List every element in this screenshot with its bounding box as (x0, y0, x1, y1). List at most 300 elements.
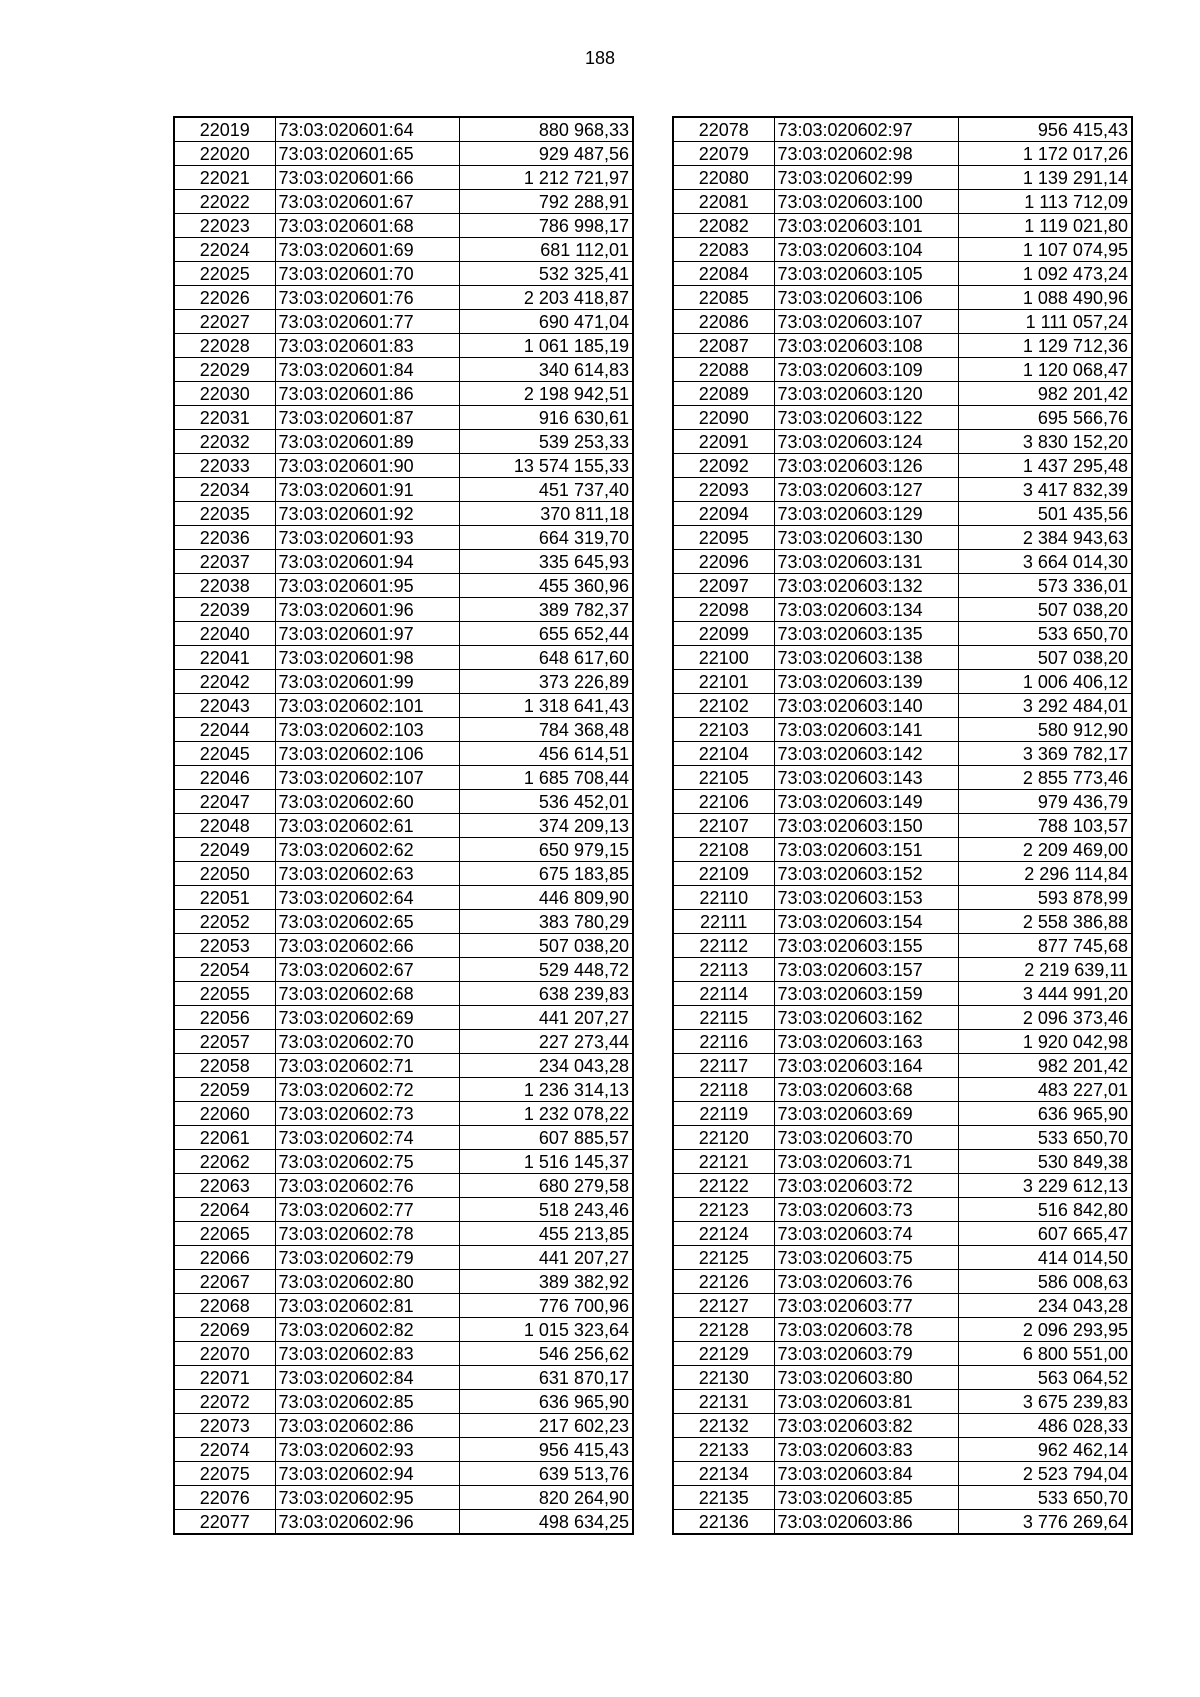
table-row (673, 310, 1132, 334)
cadastral-number-cell: 73:03:020603:124 (774, 430, 958, 454)
cadastral-number-cell: 73:03:020603:74 (774, 1222, 958, 1246)
row-number-cell: 22132 (673, 1414, 774, 1438)
cadastral-number-cell: 73:03:020602:73 (275, 1102, 459, 1126)
table-row (174, 1006, 633, 1030)
table-row (174, 190, 633, 214)
table-row (174, 1150, 633, 1174)
cadastral-number-cell: 73:03:020602:96 (275, 1510, 459, 1535)
cadastral-number-cell: 73:03:020602:60 (275, 790, 459, 814)
cadastral-value-cell: 982 201,42 (958, 382, 1132, 406)
cadastral-number-cell: 73:03:020601:77 (275, 310, 459, 334)
cadastral-value-cell: 389 782,37 (459, 598, 633, 622)
row-number-cell: 22096 (673, 550, 774, 574)
cadastral-value-cell: 680 279,58 (459, 1174, 633, 1198)
cadastral-number-cell: 73:03:020603:154 (774, 910, 958, 934)
cadastral-number-cell: 73:03:020601:94 (275, 550, 459, 574)
row-number-cell: 22025 (174, 262, 275, 286)
cadastral-value-cell: 1 437 295,48 (958, 454, 1132, 478)
cadastral-number-cell: 73:03:020602:80 (275, 1270, 459, 1294)
cadastral-value-cell: 3 776 269,64 (958, 1510, 1132, 1535)
cadastral-number-cell: 73:03:020601:83 (275, 334, 459, 358)
row-number-cell: 22056 (174, 1006, 275, 1030)
cadastral-value-cell: 533 650,70 (958, 1486, 1132, 1510)
row-number-cell: 22081 (673, 190, 774, 214)
cadastral-value-cell: 533 650,70 (958, 622, 1132, 646)
cadastral-number-cell: 73:03:020602:81 (275, 1294, 459, 1318)
cadastral-value-cell: 820 264,90 (459, 1486, 633, 1510)
table-row (174, 718, 633, 742)
cadastral-value-cell: 533 650,70 (958, 1126, 1132, 1150)
cadastral-value-cell: 486 028,33 (958, 1414, 1132, 1438)
row-number-cell: 22074 (174, 1438, 275, 1462)
cadastral-value-cell: 3 369 782,17 (958, 742, 1132, 766)
row-number-cell: 22035 (174, 502, 275, 526)
table-row (673, 1054, 1132, 1078)
cadastral-value-cell: 979 436,79 (958, 790, 1132, 814)
row-number-cell: 22129 (673, 1342, 774, 1366)
cadastral-value-cell: 563 064,52 (958, 1366, 1132, 1390)
row-number-cell: 22090 (673, 406, 774, 430)
cadastral-value-cell: 586 008,63 (958, 1270, 1132, 1294)
row-number-cell: 22131 (673, 1390, 774, 1414)
cadastral-number-cell: 73:03:020603:141 (774, 718, 958, 742)
cadastral-number-cell: 73:03:020602:98 (774, 142, 958, 166)
table-row (673, 117, 1132, 142)
left-table-body (174, 117, 633, 1534)
table-row (673, 1414, 1132, 1438)
cadastral-number-cell: 73:03:020602:79 (275, 1246, 459, 1270)
cadastral-number-cell: 73:03:020602:99 (774, 166, 958, 190)
table-row (174, 1486, 633, 1510)
table-row (174, 1438, 633, 1462)
cadastral-number-cell: 73:03:020601:99 (275, 670, 459, 694)
cadastral-value-cell: 516 842,80 (958, 1198, 1132, 1222)
row-number-cell: 22047 (174, 790, 275, 814)
cadastral-value-cell: 498 634,25 (459, 1510, 633, 1535)
cadastral-number-cell: 73:03:020602:62 (275, 838, 459, 862)
cadastral-number-cell: 73:03:020603:73 (774, 1198, 958, 1222)
table-row (174, 1054, 633, 1078)
cadastral-value-cell: 956 415,43 (958, 117, 1132, 142)
row-number-cell: 22136 (673, 1510, 774, 1535)
cadastral-value-cell: 507 038,20 (459, 934, 633, 958)
cadastral-value-cell: 1 232 078,22 (459, 1102, 633, 1126)
cadastral-number-cell: 73:03:020603:78 (774, 1318, 958, 1342)
table-row (673, 694, 1132, 718)
row-number-cell: 22055 (174, 982, 275, 1006)
row-number-cell: 22104 (673, 742, 774, 766)
table-row (174, 934, 633, 958)
cadastral-number-cell: 73:03:020603:130 (774, 526, 958, 550)
table-row (673, 886, 1132, 910)
cadastral-number-cell: 73:03:020603:72 (774, 1174, 958, 1198)
table-row (174, 1342, 633, 1366)
table-row (174, 406, 633, 430)
cadastral-number-cell: 73:03:020603:71 (774, 1150, 958, 1174)
cadastral-value-cell: 784 368,48 (459, 718, 633, 742)
row-number-cell: 22117 (673, 1054, 774, 1078)
cadastral-number-cell: 73:03:020601:91 (275, 478, 459, 502)
table-row (673, 478, 1132, 502)
cadastral-number-cell: 73:03:020603:159 (774, 982, 958, 1006)
cadastral-number-cell: 73:03:020603:139 (774, 670, 958, 694)
cadastral-value-cell: 1 212 721,97 (459, 166, 633, 190)
cadastral-value-cell: 456 614,51 (459, 742, 633, 766)
row-number-cell: 22107 (673, 814, 774, 838)
row-number-cell: 22094 (673, 502, 774, 526)
cadastral-value-cell: 1 120 068,47 (958, 358, 1132, 382)
row-number-cell: 22133 (673, 1438, 774, 1462)
table-row (673, 1006, 1132, 1030)
table-row (174, 886, 633, 910)
row-number-cell: 22067 (174, 1270, 275, 1294)
cadastral-value-cell: 1 172 017,26 (958, 142, 1132, 166)
row-number-cell: 22134 (673, 1462, 774, 1486)
table-row (673, 1390, 1132, 1414)
cadastral-value-cell: 13 574 155,33 (459, 454, 633, 478)
row-number-cell: 22069 (174, 1318, 275, 1342)
row-number-cell: 22095 (673, 526, 774, 550)
cadastral-number-cell: 73:03:020602:75 (275, 1150, 459, 1174)
row-number-cell: 22109 (673, 862, 774, 886)
cadastral-value-cell: 1 139 291,14 (958, 166, 1132, 190)
table-row (673, 1318, 1132, 1342)
table-row (673, 1102, 1132, 1126)
cadastral-value-cell: 1 107 074,95 (958, 238, 1132, 262)
cadastral-number-cell: 73:03:020603:75 (774, 1246, 958, 1270)
row-number-cell: 22046 (174, 766, 275, 790)
cadastral-value-cell: 2 296 114,84 (958, 862, 1132, 886)
table-row (174, 670, 633, 694)
table-row (174, 310, 633, 334)
row-number-cell: 22066 (174, 1246, 275, 1270)
cadastral-value-cell: 631 870,17 (459, 1366, 633, 1390)
cadastral-number-cell: 73:03:020603:82 (774, 1414, 958, 1438)
row-number-cell: 22118 (673, 1078, 774, 1102)
cadastral-value-cell: 1 685 708,44 (459, 766, 633, 790)
cadastral-value-cell: 1 236 314,13 (459, 1078, 633, 1102)
row-number-cell: 22060 (174, 1102, 275, 1126)
cadastral-value-cell: 1 129 712,36 (958, 334, 1132, 358)
cadastral-value-cell: 573 336,01 (958, 574, 1132, 598)
table-row (673, 910, 1132, 934)
table-row (174, 1078, 633, 1102)
table-row (174, 117, 633, 142)
cadastral-number-cell: 73:03:020603:153 (774, 886, 958, 910)
cadastral-number-cell: 73:03:020602:86 (275, 1414, 459, 1438)
cadastral-number-cell: 73:03:020601:66 (275, 166, 459, 190)
table-row (174, 334, 633, 358)
row-number-cell: 22135 (673, 1486, 774, 1510)
cadastral-value-cell: 507 038,20 (958, 598, 1132, 622)
row-number-cell: 22083 (673, 238, 774, 262)
cadastral-number-cell: 73:03:020601:64 (275, 117, 459, 142)
row-number-cell: 22033 (174, 454, 275, 478)
cadastral-number-cell: 73:03:020603:108 (774, 334, 958, 358)
row-number-cell: 22050 (174, 862, 275, 886)
cadastral-value-cell: 962 462,14 (958, 1438, 1132, 1462)
cadastral-number-cell: 73:03:020603:85 (774, 1486, 958, 1510)
row-number-cell: 22108 (673, 838, 774, 862)
table-row (174, 1246, 633, 1270)
cadastral-number-cell: 73:03:020602:97 (774, 117, 958, 142)
row-number-cell: 22054 (174, 958, 275, 982)
table-row (673, 814, 1132, 838)
cadastral-number-cell: 73:03:020602:101 (275, 694, 459, 718)
cadastral-value-cell: 446 809,90 (459, 886, 633, 910)
row-number-cell: 22079 (673, 142, 774, 166)
table-row (673, 286, 1132, 310)
cadastral-value-cell: 788 103,57 (958, 814, 1132, 838)
cadastral-number-cell: 73:03:020602:83 (275, 1342, 459, 1366)
cadastral-value-cell: 1 113 712,09 (958, 190, 1132, 214)
cadastral-value-cell: 530 849,38 (958, 1150, 1132, 1174)
row-number-cell: 22075 (174, 1462, 275, 1486)
cadastral-number-cell: 73:03:020601:96 (275, 598, 459, 622)
table-row (673, 550, 1132, 574)
row-number-cell: 22101 (673, 670, 774, 694)
row-number-cell: 22087 (673, 334, 774, 358)
cadastral-value-cell: 607 665,47 (958, 1222, 1132, 1246)
table-row (673, 1222, 1132, 1246)
cadastral-number-cell: 73:03:020603:79 (774, 1342, 958, 1366)
table-row (174, 574, 633, 598)
cadastral-number-cell: 73:03:020602:78 (275, 1222, 459, 1246)
right-table-body (673, 117, 1132, 1534)
table-row (174, 1126, 633, 1150)
cadastral-value-cell: 1 088 490,96 (958, 286, 1132, 310)
row-number-cell: 22070 (174, 1342, 275, 1366)
table-row (673, 622, 1132, 646)
table-row (174, 1366, 633, 1390)
row-number-cell: 22093 (673, 478, 774, 502)
cadastral-number-cell: 73:03:020602:71 (275, 1054, 459, 1078)
row-number-cell: 22127 (673, 1294, 774, 1318)
cadastral-value-cell: 2 198 942,51 (459, 382, 633, 406)
row-number-cell: 22088 (673, 358, 774, 382)
row-number-cell: 22114 (673, 982, 774, 1006)
cadastral-value-cell: 929 487,56 (459, 142, 633, 166)
row-number-cell: 22126 (673, 1270, 774, 1294)
cadastral-value-cell: 532 325,41 (459, 262, 633, 286)
table-row (174, 1102, 633, 1126)
cadastral-value-cell: 483 227,01 (958, 1078, 1132, 1102)
cadastral-number-cell: 73:03:020601:87 (275, 406, 459, 430)
cadastral-number-cell: 73:03:020602:67 (275, 958, 459, 982)
cadastral-number-cell: 73:03:020603:106 (774, 286, 958, 310)
table-row (673, 1246, 1132, 1270)
cadastral-number-cell: 73:03:020603:163 (774, 1030, 958, 1054)
table-row (174, 598, 633, 622)
table-row (673, 1126, 1132, 1150)
cadastral-value-cell: 536 452,01 (459, 790, 633, 814)
cadastral-value-cell: 3 292 484,01 (958, 694, 1132, 718)
table-row (174, 982, 633, 1006)
cadastral-value-cell: 2 855 773,46 (958, 766, 1132, 790)
cadastral-value-cell: 3 675 239,83 (958, 1390, 1132, 1414)
cadastral-number-cell: 73:03:020603:162 (774, 1006, 958, 1030)
row-number-cell: 22049 (174, 838, 275, 862)
cadastral-value-cell: 1 006 406,12 (958, 670, 1132, 694)
cadastral-value-cell: 546 256,62 (459, 1342, 633, 1366)
cadastral-number-cell: 73:03:020603:150 (774, 814, 958, 838)
row-number-cell: 22065 (174, 1222, 275, 1246)
cadastral-value-cell: 636 965,90 (958, 1102, 1132, 1126)
row-number-cell: 22076 (174, 1486, 275, 1510)
cadastral-value-cell: 664 319,70 (459, 526, 633, 550)
table-row (673, 1510, 1132, 1535)
cadastral-value-cell: 786 998,17 (459, 214, 633, 238)
row-number-cell: 22106 (673, 790, 774, 814)
cadastral-number-cell: 73:03:020601:95 (275, 574, 459, 598)
cadastral-number-cell: 73:03:020603:157 (774, 958, 958, 982)
cadastral-number-cell: 73:03:020601:90 (275, 454, 459, 478)
row-number-cell: 22086 (673, 310, 774, 334)
cadastral-number-cell: 73:03:020603:104 (774, 238, 958, 262)
cadastral-number-cell: 73:03:020603:135 (774, 622, 958, 646)
row-number-cell: 22072 (174, 1390, 275, 1414)
table-row (673, 262, 1132, 286)
row-number-cell: 22121 (673, 1150, 774, 1174)
cadastral-number-cell: 73:03:020603:151 (774, 838, 958, 862)
cadastral-value-cell: 455 213,85 (459, 1222, 633, 1246)
row-number-cell: 22112 (673, 934, 774, 958)
table-row (673, 934, 1132, 958)
table-row (174, 814, 633, 838)
row-number-cell: 22092 (673, 454, 774, 478)
table-row (174, 382, 633, 406)
table-row (174, 1510, 633, 1535)
cadastral-value-cell: 1 516 145,37 (459, 1150, 633, 1174)
cadastral-value-cell: 3 664 014,30 (958, 550, 1132, 574)
row-number-cell: 22128 (673, 1318, 774, 1342)
cadastral-value-cell: 518 243,46 (459, 1198, 633, 1222)
cadastral-number-cell: 73:03:020603:81 (774, 1390, 958, 1414)
table-row (673, 670, 1132, 694)
cadastral-number-cell: 73:03:020603:80 (774, 1366, 958, 1390)
cadastral-value-cell: 675 183,85 (459, 862, 633, 886)
row-number-cell: 22021 (174, 166, 275, 190)
table-row (673, 190, 1132, 214)
row-number-cell: 22119 (673, 1102, 774, 1126)
cadastral-value-cell: 916 630,61 (459, 406, 633, 430)
row-number-cell: 22051 (174, 886, 275, 910)
cadastral-number-cell: 73:03:020602:95 (275, 1486, 459, 1510)
row-number-cell: 22042 (174, 670, 275, 694)
table-row (673, 1270, 1132, 1294)
row-number-cell: 22084 (673, 262, 774, 286)
table-row (174, 142, 633, 166)
table-row (174, 694, 633, 718)
cadastral-number-cell: 73:03:020601:86 (275, 382, 459, 406)
cadastral-number-cell: 73:03:020602:68 (275, 982, 459, 1006)
row-number-cell: 22030 (174, 382, 275, 406)
table-row (174, 526, 633, 550)
row-number-cell: 22122 (673, 1174, 774, 1198)
cadastral-value-cell: 1 061 185,19 (459, 334, 633, 358)
cadastral-number-cell: 73:03:020603:77 (774, 1294, 958, 1318)
cadastral-value-cell: 593 878,99 (958, 886, 1132, 910)
row-number-cell: 22058 (174, 1054, 275, 1078)
row-number-cell: 22130 (673, 1366, 774, 1390)
cadastral-number-cell: 73:03:020601:98 (275, 646, 459, 670)
cadastral-number-cell: 73:03:020602:65 (275, 910, 459, 934)
row-number-cell: 22052 (174, 910, 275, 934)
cadastral-number-cell: 73:03:020601:76 (275, 286, 459, 310)
table-row (673, 862, 1132, 886)
table-row (673, 382, 1132, 406)
cadastral-value-cell: 650 979,15 (459, 838, 633, 862)
table-row (673, 1438, 1132, 1462)
table-row (673, 238, 1132, 262)
cadastral-value-cell: 501 435,56 (958, 502, 1132, 526)
row-number-cell: 22111 (673, 910, 774, 934)
table-row (673, 1462, 1132, 1486)
table-row (174, 910, 633, 934)
table-row (174, 238, 633, 262)
row-number-cell: 22125 (673, 1246, 774, 1270)
row-number-cell: 22041 (174, 646, 275, 670)
row-number-cell: 22123 (673, 1198, 774, 1222)
cadastral-value-cell: 636 965,90 (459, 1390, 633, 1414)
table-row (673, 1366, 1132, 1390)
cadastral-number-cell: 73:03:020603:138 (774, 646, 958, 670)
cadastral-value-cell: 2 096 293,95 (958, 1318, 1132, 1342)
row-number-cell: 22032 (174, 430, 275, 454)
cadastral-value-cell: 2 219 639,11 (958, 958, 1132, 982)
row-number-cell: 22020 (174, 142, 275, 166)
table-row (174, 958, 633, 982)
cadastral-number-cell: 73:03:020602:82 (275, 1318, 459, 1342)
cadastral-number-cell: 73:03:020603:122 (774, 406, 958, 430)
cadastral-number-cell: 73:03:020603:84 (774, 1462, 958, 1486)
cadastral-value-cell: 3 830 152,20 (958, 430, 1132, 454)
table-row (673, 646, 1132, 670)
table-row (673, 166, 1132, 190)
table-row (174, 1390, 633, 1414)
cadastral-value-cell: 2 384 943,63 (958, 526, 1132, 550)
table-row (174, 646, 633, 670)
cadastral-number-cell: 73:03:020602:106 (275, 742, 459, 766)
cadastral-number-cell: 73:03:020602:85 (275, 1390, 459, 1414)
table-row (174, 550, 633, 574)
table-row (174, 1222, 633, 1246)
row-number-cell: 22105 (673, 766, 774, 790)
table-row (673, 718, 1132, 742)
table-row (673, 430, 1132, 454)
cadastral-value-cell: 580 912,90 (958, 718, 1132, 742)
row-number-cell: 22091 (673, 430, 774, 454)
table-row (673, 766, 1132, 790)
cadastral-number-cell: 73:03:020603:140 (774, 694, 958, 718)
table-row (174, 286, 633, 310)
cadastral-value-cell: 389 382,92 (459, 1270, 633, 1294)
cadastral-value-cell: 6 800 551,00 (958, 1342, 1132, 1366)
right-data-table (672, 116, 1133, 1535)
cadastral-number-cell: 73:03:020601:70 (275, 262, 459, 286)
cadastral-number-cell: 73:03:020601:69 (275, 238, 459, 262)
cadastral-number-cell: 73:03:020603:70 (774, 1126, 958, 1150)
row-number-cell: 22110 (673, 886, 774, 910)
row-number-cell: 22124 (673, 1222, 774, 1246)
table-row (174, 1318, 633, 1342)
table-row (174, 430, 633, 454)
row-number-cell: 22031 (174, 406, 275, 430)
row-number-cell: 22048 (174, 814, 275, 838)
cadastral-value-cell: 441 207,27 (459, 1006, 633, 1030)
cadastral-value-cell: 227 273,44 (459, 1030, 633, 1054)
cadastral-number-cell: 73:03:020602:64 (275, 886, 459, 910)
